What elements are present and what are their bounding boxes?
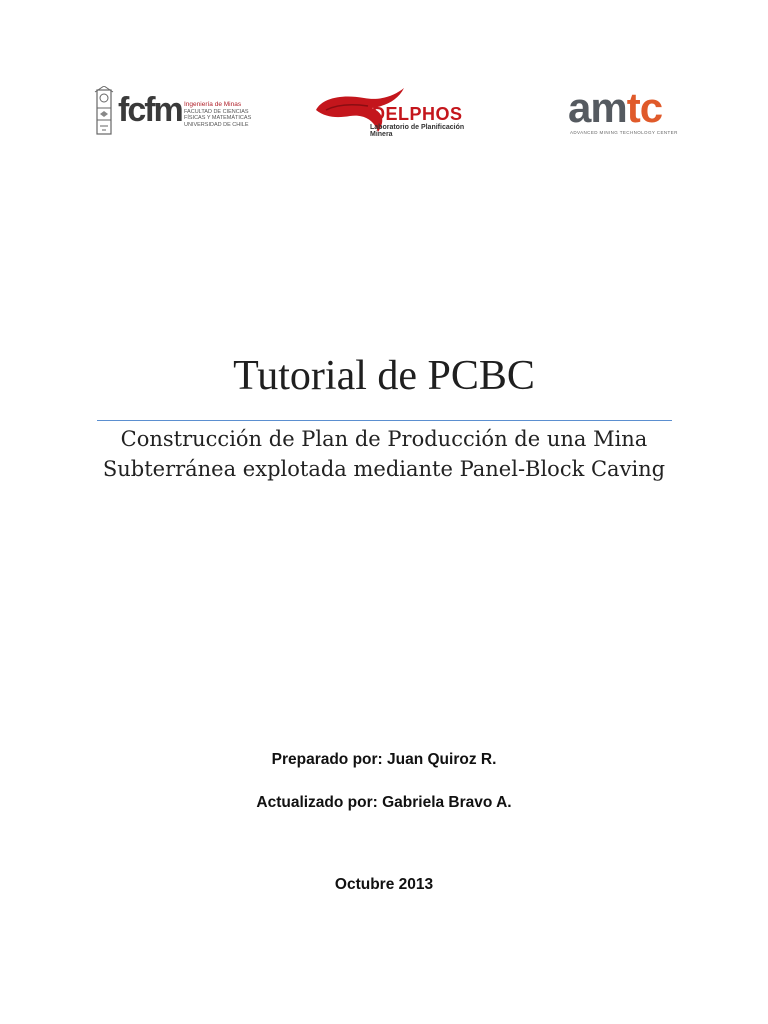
amtc-wordmark-part2: tc — [626, 84, 663, 131]
fcfm-dept: Ingeniería de Minas — [184, 101, 242, 108]
amtc-subtitle: ADVANCED MINING TECHNOLOGY CENTER — [570, 130, 678, 135]
updated-by: Actualizado por: Gabriela Bravo A. — [256, 794, 512, 811]
delphos-wordmark: DELPHOS — [372, 104, 463, 124]
amtc-wordmark-part1: am — [568, 84, 627, 131]
amtc-wordmark — [568, 84, 662, 132]
fcfm-faculty-text — [184, 102, 254, 128]
subtitle-line-1: Construcción de Plan de Producción de una Mina — [120, 427, 648, 451]
subtitle-line-2: Subterránea explotada mediante Panel-Block Caving — [102, 457, 666, 481]
fcfm-logo — [92, 84, 252, 140]
prepared-by: Preparado por: Juan Quiroz R. — [271, 751, 497, 768]
document-title: Tutorial de PCBC — [233, 353, 535, 399]
amtc-logo — [566, 84, 686, 140]
delphos-logo — [312, 84, 478, 140]
university-crest-icon — [92, 86, 116, 138]
fcfm-faculty-line3: UNIVERSIDAD DE CHILE — [184, 121, 249, 128]
fcfm-wordmark: fcfm — [118, 91, 182, 129]
document-date: Octubre 2013 — [334, 876, 434, 893]
document-subtitle — [0, 424, 768, 484]
delphos-subtitle: Laboratorio de Planificación Minera — [370, 124, 465, 138]
fcfm-faculty-line2: FÍSICAS Y MATEMÁTICAS — [184, 115, 252, 121]
title-divider — [97, 420, 672, 421]
fcfm-faculty-line1: FACULTAD DE CIENCIAS — [184, 108, 249, 115]
